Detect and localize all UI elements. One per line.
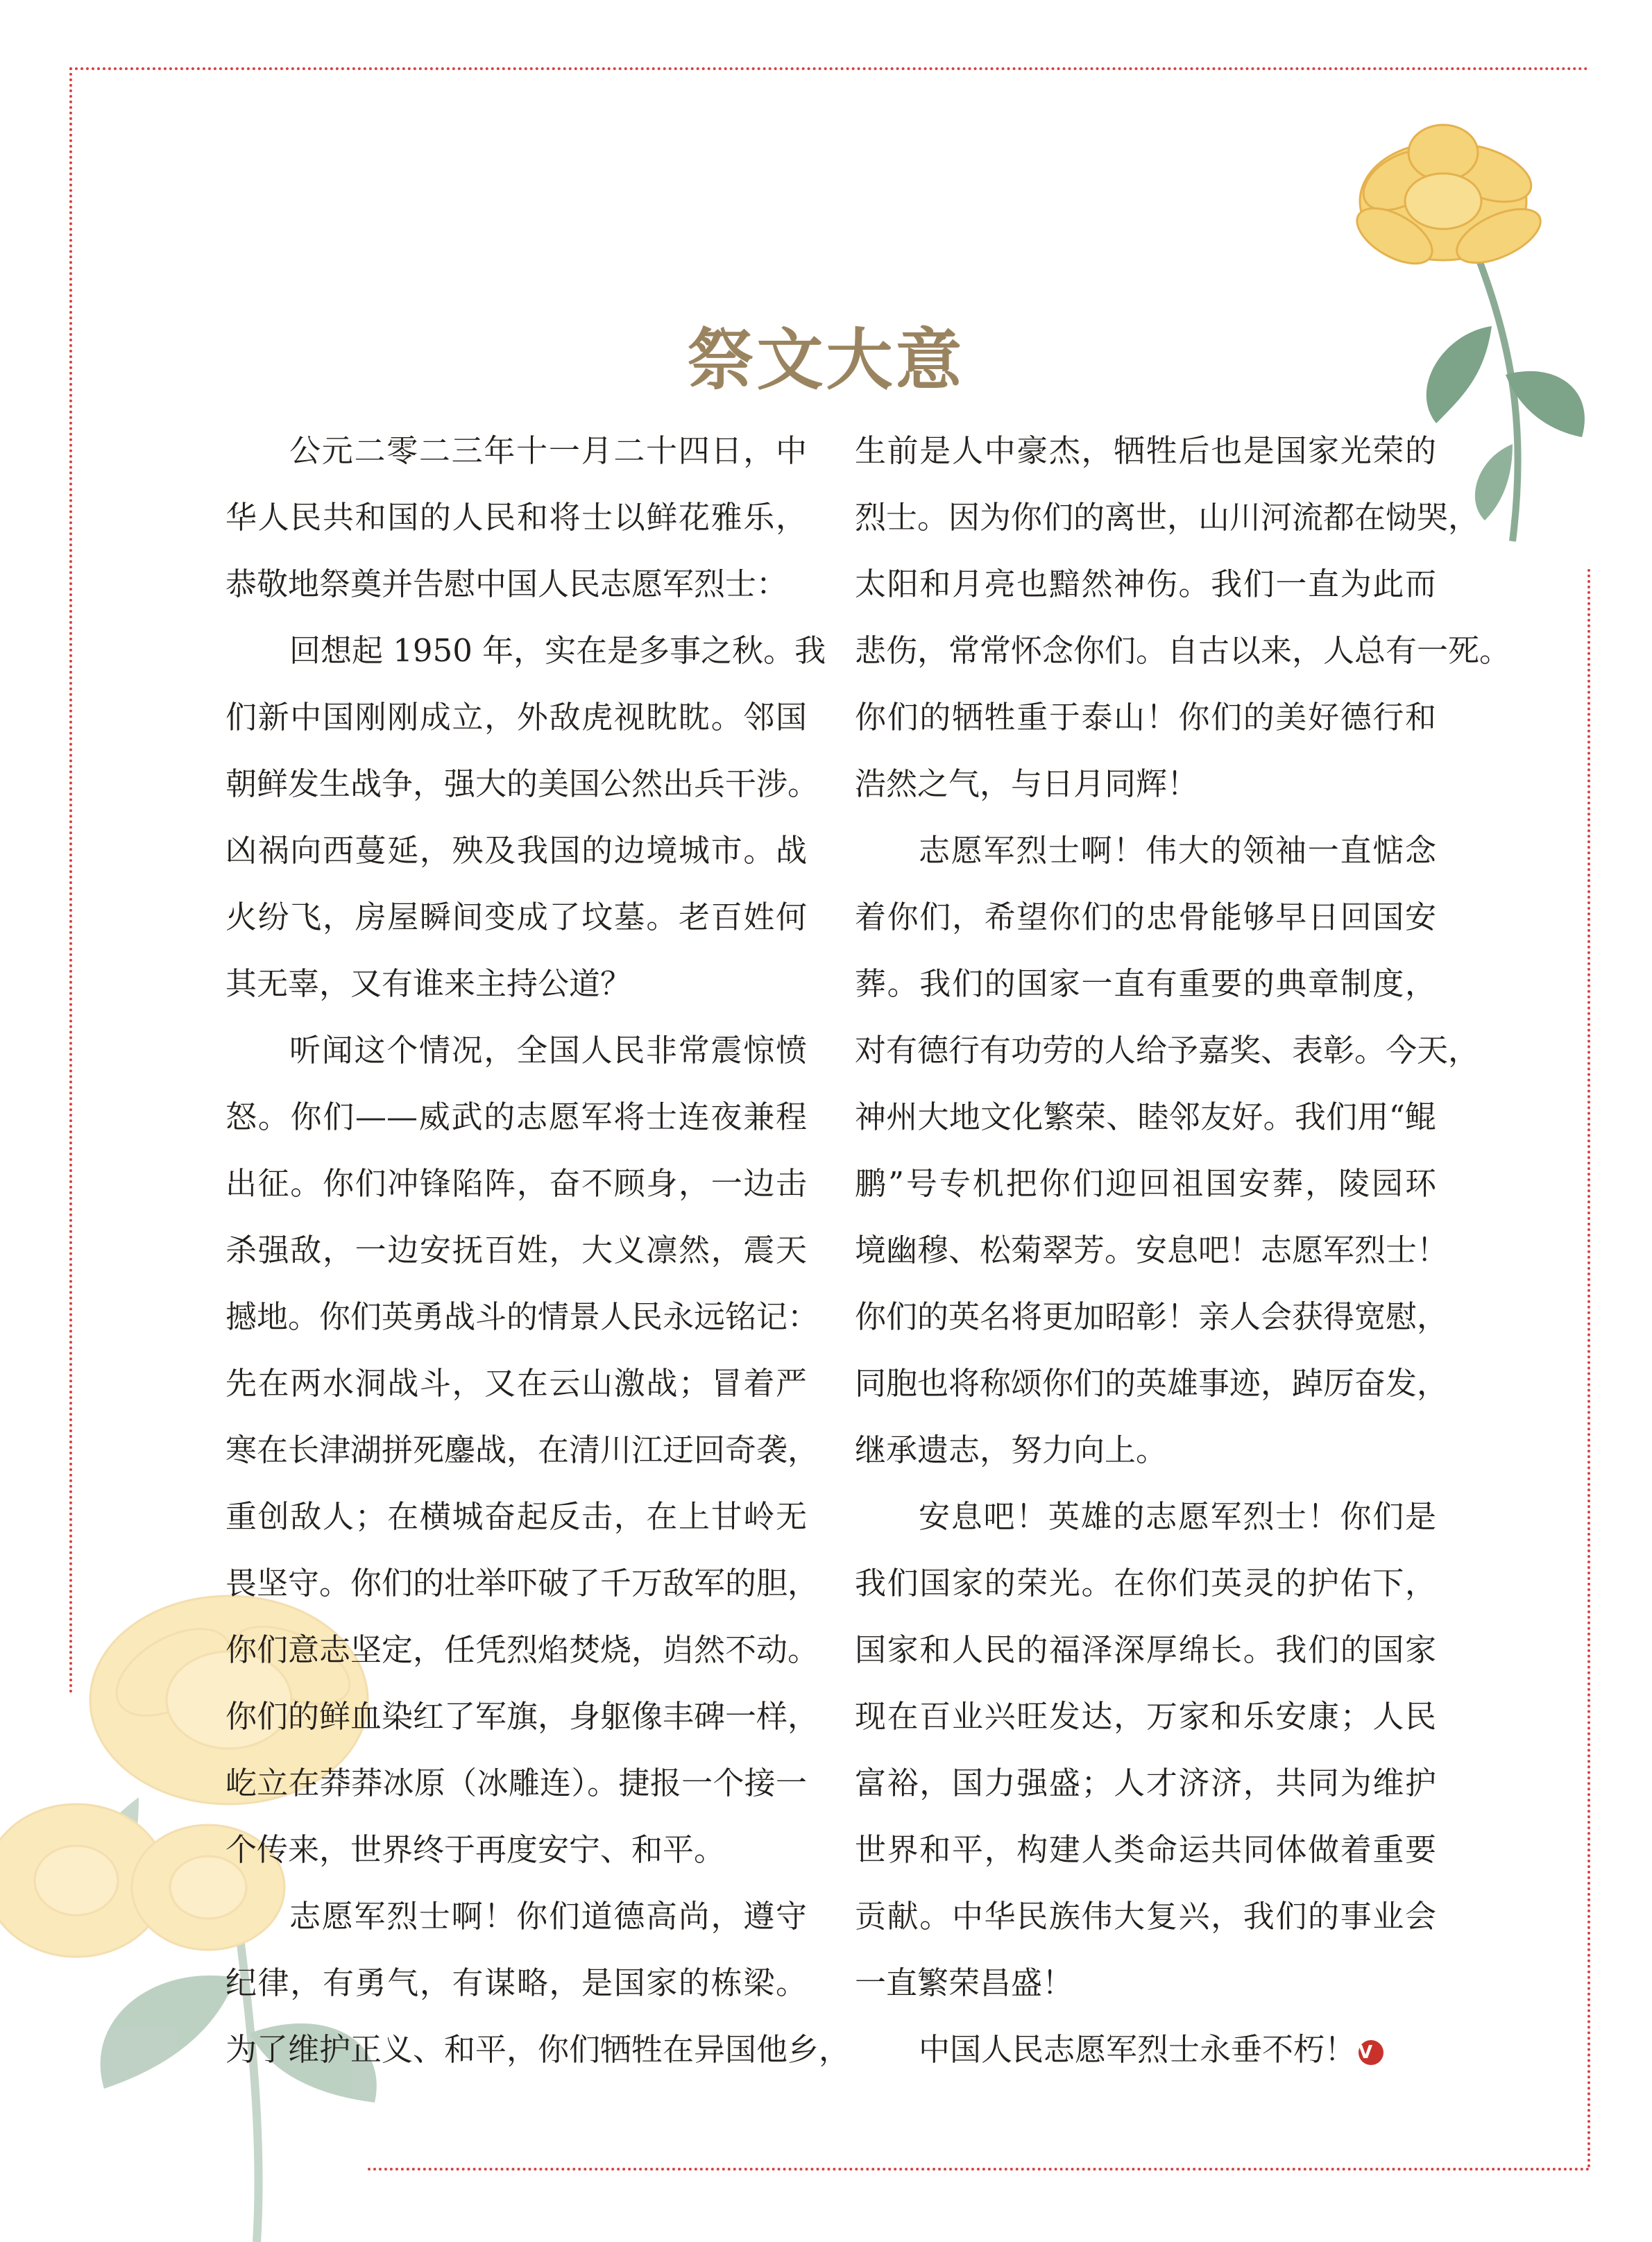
dotted-border-left xyxy=(69,67,72,1695)
text-line-content: 志愿军烈士啊！伟大的领袖一直惦念 xyxy=(919,832,1436,869)
text-line-content: 火纷飞，房屋瞬间变成了坟墓。老百姓何 xyxy=(225,899,807,935)
paragraph xyxy=(225,1017,819,1883)
text-line-content: 个传来，世界终于再度安宁、和平。 xyxy=(225,1831,726,1868)
text-line-content: 安息吧！英雄的志愿军烈士！你们是 xyxy=(919,1498,1436,1535)
text-line xyxy=(855,1617,1436,1683)
text-line xyxy=(225,884,807,951)
text-line xyxy=(855,751,1436,817)
text-line-content: 志愿军烈士啊！你们道德高尚，遵守 xyxy=(289,1898,807,1935)
text-line-content: 屹立在莽莽冰原（冰雕连）。捷报一个接一 xyxy=(225,1765,807,1801)
paragraph xyxy=(855,817,1480,1484)
text-line xyxy=(855,1484,1436,1550)
text-line xyxy=(225,1950,807,2016)
text-line-content: 华人民共和国的人民和将士以鲜花雅乐， xyxy=(225,499,807,536)
text-line-content: 世界和平，构建人类命运共同体做着重要 xyxy=(855,1831,1436,1868)
text-line-content: 先在两水洞战斗，又在云山激战；冒着严 xyxy=(225,1365,807,1402)
text-line-content: 你们的英名将更加昭彰！亲人会获得宽慰， xyxy=(855,1298,1449,1335)
text-line-content: 凶祸向西蔓延，殃及我国的边境城市。战 xyxy=(225,832,807,869)
text-line xyxy=(855,551,1436,618)
text-line xyxy=(225,1084,807,1150)
paragraph xyxy=(855,418,1511,817)
text-line xyxy=(225,1683,819,1750)
text-line-content: 重创敌人；在横城奋起反击，在上甘岭无 xyxy=(225,1498,807,1535)
paragraph xyxy=(855,2016,1436,2083)
text-line xyxy=(225,1750,807,1817)
text-line-content: 撼地。你们英勇战斗的情景人民永远铭记： xyxy=(225,1298,819,1335)
text-line xyxy=(855,1750,1436,1817)
text-line xyxy=(225,1417,819,1484)
text-line-content: 神州大地文化繁荣、睦邻友好。我们用“鲲 xyxy=(855,1098,1436,1135)
text-line-content: 现在百业兴旺发达，万家和乐安康；人民 xyxy=(855,1698,1436,1735)
text-line xyxy=(855,418,1436,484)
text-line-content: 寒在长津湖拼死鏖战，在清川江迂回奇袭， xyxy=(225,1432,819,1468)
text-column-right xyxy=(855,418,1511,2083)
text-line-content: 境幽穆、松菊翠芳。安息吧！志愿军烈士！ xyxy=(855,1232,1449,1268)
text-line xyxy=(225,1150,807,1217)
text-line xyxy=(855,1817,1436,1883)
text-line-content: 对有德行有功劳的人给予嘉奖、表彰。今天， xyxy=(855,1032,1480,1069)
text-line-content: 着你们，希望你们的忠骨能够早日回国安 xyxy=(855,899,1436,935)
text-line xyxy=(225,618,826,684)
text-line xyxy=(855,1284,1449,1350)
text-column-left xyxy=(225,418,851,2083)
text-line-content: 一直繁荣昌盛！ xyxy=(855,1964,1074,2001)
text-line-content: 我们国家的荣光。在你们英灵的护佑下， xyxy=(855,1565,1436,1602)
text-line xyxy=(855,1150,1436,1217)
text-line-content: 太阳和月亮也黯然神伤。我们一直为此而 xyxy=(855,566,1436,602)
text-line-content: 葬。我们的国家一直有重要的典章制度， xyxy=(855,965,1436,1002)
text-line xyxy=(225,951,807,1017)
text-line-content: 你们的牺牲重于泰山！你们的美好德行和 xyxy=(855,699,1436,736)
text-line-content: 出征。你们冲锋陷阵，奋不顾身，一边击 xyxy=(225,1165,807,1202)
text-line-content: 继承遗志，努力向上。 xyxy=(855,1432,1168,1468)
text-line xyxy=(225,1017,807,1084)
v-end-mark-icon: V xyxy=(1359,2040,1383,2065)
text-line xyxy=(855,1950,1436,2016)
text-line xyxy=(855,1883,1436,1950)
text-line xyxy=(225,751,819,817)
text-line xyxy=(225,484,807,551)
text-line-content: 们新中国刚刚成立，外敌虎视眈眈。邻国 xyxy=(225,699,807,736)
text-line-content: 悲伤，常常怀念你们。自古以来，人总有一死。 xyxy=(855,632,1511,669)
text-line xyxy=(855,684,1436,751)
text-line xyxy=(855,884,1436,951)
text-line xyxy=(225,2016,851,2083)
text-line-content: 听闻这个情况，全国人民非常震惊愤 xyxy=(289,1032,807,1069)
text-line-content: 畏坚守。你们的壮举吓破了千万敌军的胆， xyxy=(225,1565,819,1602)
paragraph xyxy=(225,418,807,618)
text-line-content: 中国人民志愿军烈士永垂不朽！ xyxy=(919,2031,1356,2068)
page-title: 祭文大意 xyxy=(687,321,965,400)
text-line-content: 其无辜，又有谁来主持公道？ xyxy=(225,965,632,1002)
text-line-content: 同胞也将称颂你们的英雄事迹，踔厉奋发， xyxy=(855,1365,1449,1402)
text-line xyxy=(855,1350,1449,1417)
text-line-content: 纪律，有勇气，有谋略，是国家的栋梁。 xyxy=(225,1964,807,2001)
text-line xyxy=(225,1617,819,1683)
text-line-content: 贡献。中华民族伟大复兴，我们的事业会 xyxy=(855,1898,1436,1935)
text-line-content: 鹏”号专机把你们迎回祖国安葬，陵园环 xyxy=(855,1165,1436,1202)
text-line-content: 你们的鲜血染红了军旗，身躯像丰碑一样， xyxy=(225,1698,819,1735)
text-line xyxy=(225,817,807,884)
paragraph xyxy=(225,1883,851,2083)
text-line xyxy=(225,551,807,618)
text-line xyxy=(855,817,1436,884)
text-line xyxy=(225,1550,819,1617)
paragraph xyxy=(225,618,826,1017)
text-line xyxy=(855,951,1436,1017)
text-line xyxy=(225,1217,807,1284)
text-line-content: 怒。你们——威武的志愿军将士连夜兼程 xyxy=(225,1098,807,1135)
text-line-content: 回想起 1950 年，实在是多事之秋。我 xyxy=(289,632,826,669)
text-line xyxy=(855,1550,1436,1617)
text-line-content: 公元二零二三年十一月二十四日，中 xyxy=(289,432,807,469)
text-line xyxy=(855,1017,1480,1084)
text-line xyxy=(225,1883,807,1950)
text-line xyxy=(855,2016,1436,2083)
text-line xyxy=(225,1817,807,1883)
text-line xyxy=(855,1084,1436,1150)
dotted-border-right xyxy=(1587,569,1590,2169)
text-line-content: 浩然之气，与日月同辉！ xyxy=(855,765,1199,802)
text-line xyxy=(855,1217,1449,1284)
text-line-content: 国家和人民的福泽深厚绵长。我们的国家 xyxy=(855,1631,1436,1668)
text-line-content: 恭敬地祭奠并告慰中国人民志愿军烈士： xyxy=(225,566,788,602)
text-line xyxy=(855,618,1511,684)
text-line-content: 为了维护正义、和平，你们牺牲在异国他乡， xyxy=(225,2031,851,2068)
text-line-content: 生前是人中豪杰，牺牲后也是国家光荣的 xyxy=(855,432,1436,469)
text-line xyxy=(225,1484,807,1550)
text-line xyxy=(225,684,807,751)
text-line xyxy=(225,418,807,484)
text-line xyxy=(225,1350,807,1417)
text-line xyxy=(855,1417,1436,1484)
text-line-content: 你们意志坚定，任凭烈焰焚烧，岿然不动。 xyxy=(225,1631,819,1668)
text-line xyxy=(225,1284,819,1350)
text-line-content: 朝鲜发生战争，强大的美国公然出兵干涉。 xyxy=(225,765,819,802)
text-line-content: 烈士。因为你们的离世，山川河流都在恸哭， xyxy=(855,499,1480,536)
paragraph xyxy=(855,1484,1436,2016)
text-line-content: 富裕，国力强盛；人才济济，共同为维护 xyxy=(855,1765,1436,1801)
text-line xyxy=(855,484,1480,551)
text-line-content: 杀强敌，一边安抚百姓，大义凛然，震天 xyxy=(225,1232,807,1268)
text-line xyxy=(855,1683,1436,1750)
dotted-border-top xyxy=(69,67,1589,70)
